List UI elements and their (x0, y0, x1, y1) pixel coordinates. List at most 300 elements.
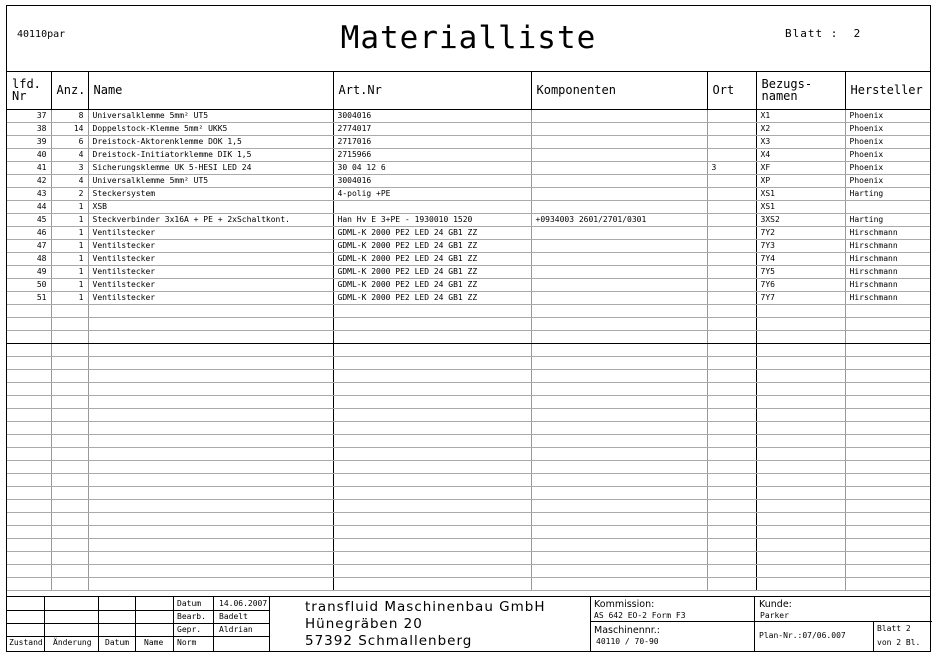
cell-anz: 6 (51, 136, 88, 149)
cell-art-nr (333, 552, 531, 565)
cell-bezugsnamen: XS1 (756, 201, 845, 214)
cell-anz: 1 (51, 240, 88, 253)
cell-komponenten (531, 201, 707, 214)
table-header-row (7, 71, 930, 110)
cell-komponenten (531, 162, 707, 175)
cell-komponenten (531, 253, 707, 266)
cell-bezugsnamen (756, 461, 845, 474)
cell-ort (707, 123, 756, 136)
table-row (7, 474, 930, 487)
table-row (7, 370, 930, 383)
cell-hersteller: Phoenix (845, 136, 930, 149)
cell-bezugsnamen (756, 331, 845, 344)
cell-lfd-nr (7, 422, 51, 435)
cell-anz: 4 (51, 149, 88, 162)
cell-anz: 1 (51, 279, 88, 292)
table-row (7, 318, 930, 331)
cell-art-nr: GDML-K 2000 PE2 LED 24 GB1 ZZ (333, 227, 531, 240)
cell-bezugsnamen: XF (756, 162, 845, 175)
cell-name: Ventilstecker (88, 227, 333, 240)
table-row (7, 136, 930, 149)
cell-lfd-nr: 40 (7, 149, 51, 162)
cell-anz: 2 (51, 188, 88, 201)
cell-art-nr (333, 539, 531, 552)
cell-bezugsnamen (756, 318, 845, 331)
cell-lfd-nr: 51 (7, 292, 51, 305)
cell-komponenten (531, 539, 707, 552)
cell-art-nr (333, 331, 531, 344)
cell-komponenten (531, 448, 707, 461)
cell-anz (51, 435, 88, 448)
cell-art-nr: 4-polig +PE (333, 188, 531, 201)
cell-name (88, 396, 333, 409)
table-row (7, 162, 930, 175)
col-header-bezugsnamen: Bezugs- namen (756, 71, 845, 110)
cell-hersteller: Phoenix (845, 110, 930, 123)
cell-ort (707, 500, 756, 513)
table-row (7, 305, 930, 318)
cell-anz (51, 552, 88, 565)
cell-art-nr (333, 526, 531, 539)
cell-name: Steckverbinder 3x16A + PE + 2xSchaltkont. (88, 214, 333, 227)
cell-lfd-nr (7, 500, 51, 513)
cell-ort (707, 513, 756, 526)
table-row (7, 383, 930, 396)
cell-lfd-nr (7, 513, 51, 526)
cell-bezugsnamen (756, 565, 845, 578)
cell-art-nr: 2774017 (333, 123, 531, 136)
cell-komponenten (531, 240, 707, 253)
cell-komponenten (531, 409, 707, 422)
cell-hersteller: Harting (845, 214, 930, 227)
cell-komponenten (531, 422, 707, 435)
cell-name (88, 526, 333, 539)
cell-ort (707, 474, 756, 487)
cell-name: Sicherungsklemme UK 5-HESI LED 24 (88, 162, 333, 175)
cell-lfd-nr: 39 (7, 136, 51, 149)
table-row (7, 552, 930, 565)
cell-art-nr (333, 487, 531, 500)
cell-lfd-nr (7, 370, 51, 383)
datum-value: 14.06.2007 (219, 599, 268, 608)
cell-lfd-nr: 41 (7, 162, 51, 175)
col-header-anz: Anz. (51, 71, 88, 110)
cell-ort (707, 396, 756, 409)
cell-komponenten (531, 136, 707, 149)
cell-lfd-nr (7, 487, 51, 500)
table-row (7, 214, 930, 227)
cell-name: Dreistock-Aktorenklemme DOK 1,5 (88, 136, 333, 149)
cell-ort (707, 188, 756, 201)
cell-art-nr (333, 201, 531, 214)
cell-name: Universalklemme 5mm² UT5 (88, 175, 333, 188)
datum-label: Datum (177, 599, 202, 608)
table-row (7, 500, 930, 513)
cell-bezugsnamen (756, 422, 845, 435)
cell-lfd-nr (7, 409, 51, 422)
cell-komponenten (531, 227, 707, 240)
cell-lfd-nr: 38 (7, 123, 51, 136)
cell-lfd-nr (7, 357, 51, 370)
cell-bezugsnamen: X4 (756, 149, 845, 162)
cell-ort (707, 552, 756, 565)
cell-bezugsnamen (756, 552, 845, 565)
col-header-name: Name (88, 71, 333, 110)
document-id: 40110par (17, 29, 66, 40)
cell-name (88, 331, 333, 344)
cell-name (88, 565, 333, 578)
cell-anz (51, 344, 88, 357)
cell-anz (51, 474, 88, 487)
cell-ort (707, 214, 756, 227)
cell-anz: 1 (51, 253, 88, 266)
cell-hersteller (845, 448, 930, 461)
cell-bezugsnamen (756, 526, 845, 539)
table-row (7, 409, 930, 422)
cell-anz (51, 578, 88, 591)
gepr-label: Gepr. (177, 625, 202, 634)
table-row (7, 344, 930, 357)
cell-art-nr: 3004016 (333, 175, 531, 188)
cell-name (88, 461, 333, 474)
cell-bezugsnamen: X2 (756, 123, 845, 136)
company-city: 57392 Schmallenberg (305, 633, 473, 649)
cell-hersteller: Harting (845, 188, 930, 201)
material-table (7, 71, 930, 591)
maschinennr-label: Maschinennr.: (594, 625, 661, 636)
cell-art-nr: 3004016 (333, 110, 531, 123)
cell-komponenten (531, 123, 707, 136)
table-row (7, 422, 930, 435)
col-header-ort: Ort (707, 71, 756, 110)
cell-komponenten (531, 552, 707, 565)
cell-lfd-nr (7, 526, 51, 539)
cell-komponenten (531, 175, 707, 188)
cell-name (88, 487, 333, 500)
cell-art-nr (333, 565, 531, 578)
cell-hersteller (845, 461, 930, 474)
cell-lfd-nr: 48 (7, 253, 51, 266)
table-row (7, 331, 930, 344)
cell-art-nr (333, 305, 531, 318)
cell-bezugsnamen (756, 344, 845, 357)
cell-hersteller: Phoenix (845, 162, 930, 175)
cell-name: Steckersystem (88, 188, 333, 201)
cell-komponenten (531, 331, 707, 344)
cell-komponenten (531, 149, 707, 162)
cell-hersteller (845, 422, 930, 435)
cell-art-nr (333, 370, 531, 383)
cell-ort (707, 227, 756, 240)
cell-art-nr (333, 474, 531, 487)
cell-name (88, 370, 333, 383)
cell-ort: 3 (707, 162, 756, 175)
cell-anz (51, 331, 88, 344)
cell-hersteller (845, 201, 930, 214)
cell-name: Universalklemme 5mm² UT5 (88, 110, 333, 123)
cell-hersteller: Hirschmann (845, 227, 930, 240)
cell-hersteller: Hirschmann (845, 240, 930, 253)
cell-name (88, 500, 333, 513)
cell-anz (51, 500, 88, 513)
cell-hersteller: Phoenix (845, 149, 930, 162)
cell-bezugsnamen (756, 383, 845, 396)
cell-name (88, 513, 333, 526)
cell-bezugsnamen: X3 (756, 136, 845, 149)
rev-header-zustand: Zustand (9, 638, 43, 647)
cell-bezugsnamen (756, 513, 845, 526)
cell-ort (707, 266, 756, 279)
cell-name: Doppelstock-Klemme 5mm² UKK5 (88, 123, 333, 136)
cell-hersteller (845, 409, 930, 422)
table-row (7, 487, 930, 500)
cell-name (88, 357, 333, 370)
col-header-art-nr: Art.Nr (333, 71, 531, 110)
table-body (7, 110, 930, 591)
bearb-label: Bearb. (177, 612, 206, 621)
sheet-label: Blatt : (785, 27, 839, 40)
cell-bezugsnamen (756, 500, 845, 513)
cell-anz (51, 396, 88, 409)
col-header-lfd-nr: lfd. Nr (7, 71, 51, 110)
cell-anz (51, 526, 88, 539)
cell-lfd-nr: 46 (7, 227, 51, 240)
cell-komponenten (531, 188, 707, 201)
cell-anz: 14 (51, 123, 88, 136)
cell-bezugsnamen: 7Y2 (756, 227, 845, 240)
cell-name (88, 448, 333, 461)
cell-bezugsnamen (756, 448, 845, 461)
cell-bezugsnamen: 7Y3 (756, 240, 845, 253)
cell-lfd-nr (7, 305, 51, 318)
cell-art-nr (333, 344, 531, 357)
cell-art-nr: GDML-K 2000 PE2 LED 24 GB1 ZZ (333, 266, 531, 279)
cell-bezugsnamen (756, 370, 845, 383)
cell-anz (51, 487, 88, 500)
cell-ort (707, 461, 756, 474)
cell-hersteller (845, 383, 930, 396)
cell-hersteller (845, 487, 930, 500)
cell-hersteller: Phoenix (845, 123, 930, 136)
cell-ort (707, 253, 756, 266)
cell-lfd-nr (7, 578, 51, 591)
table-row (7, 201, 930, 214)
cell-name: Dreistock-Initiatorklemme DIK 1,5 (88, 149, 333, 162)
cell-art-nr (333, 318, 531, 331)
kunde-value: Parker (760, 611, 789, 620)
cell-ort (707, 422, 756, 435)
cell-anz: 1 (51, 201, 88, 214)
cell-ort (707, 487, 756, 500)
table-row (7, 227, 930, 240)
cell-bezugsnamen: XS1 (756, 188, 845, 201)
rev-header-name: Name (144, 638, 164, 647)
norm-label: Norm (177, 638, 197, 647)
cell-bezugsnamen: 7Y7 (756, 292, 845, 305)
cell-hersteller (845, 500, 930, 513)
cell-komponenten (531, 266, 707, 279)
cell-art-nr (333, 409, 531, 422)
cell-komponenten (531, 370, 707, 383)
cell-art-nr: GDML-K 2000 PE2 LED 24 GB1 ZZ (333, 240, 531, 253)
cell-lfd-nr (7, 448, 51, 461)
cell-ort (707, 578, 756, 591)
table-row (7, 513, 930, 526)
cell-lfd-nr: 43 (7, 188, 51, 201)
cell-art-nr (333, 357, 531, 370)
cell-anz (51, 357, 88, 370)
cell-hersteller (845, 305, 930, 318)
cell-komponenten (531, 396, 707, 409)
cell-komponenten (531, 578, 707, 591)
kommission-label: Kommission: (594, 599, 655, 610)
cell-bezugsnamen: 7Y6 (756, 279, 845, 292)
cell-lfd-nr: 42 (7, 175, 51, 188)
cell-anz: 1 (51, 227, 88, 240)
cell-bezugsnamen (756, 474, 845, 487)
table-row (7, 461, 930, 474)
table-row (7, 253, 930, 266)
cell-lfd-nr: 44 (7, 201, 51, 214)
cell-ort (707, 318, 756, 331)
cell-lfd-nr (7, 383, 51, 396)
cell-hersteller (845, 357, 930, 370)
table-row (7, 175, 930, 188)
cell-komponenten (531, 279, 707, 292)
cell-komponenten (531, 526, 707, 539)
table-row (7, 266, 930, 279)
cell-name (88, 318, 333, 331)
cell-bezugsnamen: 7Y5 (756, 266, 845, 279)
cell-lfd-nr (7, 435, 51, 448)
company-name: transfluid Maschinenbau GmbH (305, 599, 546, 615)
cell-name: Ventilstecker (88, 253, 333, 266)
cell-ort (707, 240, 756, 253)
cell-hersteller (845, 474, 930, 487)
cell-hersteller (845, 370, 930, 383)
cell-name (88, 474, 333, 487)
maschinennr-value: 40110 / 70-90 (596, 637, 659, 646)
rev-header-datum: Datum (105, 638, 130, 647)
table-row (7, 292, 930, 305)
cell-ort (707, 409, 756, 422)
cell-anz (51, 383, 88, 396)
cell-anz (51, 461, 88, 474)
cell-hersteller: Phoenix (845, 175, 930, 188)
cell-bezugsnamen: 7Y4 (756, 253, 845, 266)
cell-ort (707, 279, 756, 292)
table-row (7, 448, 930, 461)
cell-hersteller: Hirschmann (845, 253, 930, 266)
cell-anz (51, 422, 88, 435)
blatt-number: Blatt 2 (877, 624, 911, 633)
cell-komponenten (531, 565, 707, 578)
cell-hersteller (845, 552, 930, 565)
cell-hersteller: Hirschmann (845, 292, 930, 305)
cell-ort (707, 136, 756, 149)
cell-lfd-nr (7, 396, 51, 409)
cell-bezugsnamen: X1 (756, 110, 845, 123)
cell-ort (707, 435, 756, 448)
cell-anz: 3 (51, 162, 88, 175)
cell-ort (707, 149, 756, 162)
table-row (7, 565, 930, 578)
cell-ort (707, 201, 756, 214)
cell-anz (51, 409, 88, 422)
cell-lfd-nr (7, 318, 51, 331)
cell-art-nr (333, 383, 531, 396)
cell-lfd-nr: 49 (7, 266, 51, 279)
cell-anz (51, 318, 88, 331)
cell-lfd-nr: 50 (7, 279, 51, 292)
cell-anz (51, 448, 88, 461)
cell-lfd-nr: 45 (7, 214, 51, 227)
cell-hersteller (845, 565, 930, 578)
cell-hersteller (845, 318, 930, 331)
table-row (7, 110, 930, 123)
cell-hersteller (845, 578, 930, 591)
cell-anz: 1 (51, 266, 88, 279)
blatt-total: von 2 Bl. (877, 638, 921, 647)
cell-art-nr: Han Hv E 3+PE - 1930010 1520 (333, 214, 531, 227)
cell-name (88, 409, 333, 422)
table-row (7, 123, 930, 136)
cell-art-nr: GDML-K 2000 PE2 LED 24 GB1 ZZ (333, 292, 531, 305)
cell-bezugsnamen (756, 435, 845, 448)
cell-art-nr (333, 578, 531, 591)
cell-ort (707, 344, 756, 357)
table-row (7, 188, 930, 201)
cell-name (88, 435, 333, 448)
cell-hersteller (845, 435, 930, 448)
cell-name (88, 539, 333, 552)
cell-name: Ventilstecker (88, 279, 333, 292)
cell-komponenten (531, 435, 707, 448)
cell-name (88, 383, 333, 396)
col-header-hersteller: Hersteller (845, 71, 930, 110)
drawing-sheet (6, 5, 931, 652)
cell-hersteller (845, 513, 930, 526)
cell-art-nr: GDML-K 2000 PE2 LED 24 GB1 ZZ (333, 279, 531, 292)
cell-name: Ventilstecker (88, 292, 333, 305)
gepr-value: Aldrian (219, 625, 253, 634)
cell-anz: 1 (51, 214, 88, 227)
cell-komponenten (531, 474, 707, 487)
cell-bezugsnamen (756, 539, 845, 552)
cell-bezugsnamen (756, 487, 845, 500)
table-row (7, 279, 930, 292)
cell-ort (707, 110, 756, 123)
cell-anz (51, 513, 88, 526)
cell-anz (51, 370, 88, 383)
cell-lfd-nr (7, 539, 51, 552)
cell-ort (707, 357, 756, 370)
cell-name: Ventilstecker (88, 240, 333, 253)
cell-ort (707, 292, 756, 305)
cell-anz (51, 305, 88, 318)
cell-ort (707, 565, 756, 578)
cell-bezugsnamen (756, 305, 845, 318)
cell-hersteller: Hirschmann (845, 279, 930, 292)
kunde-label: Kunde: (759, 599, 792, 610)
cell-hersteller (845, 539, 930, 552)
table-row (7, 396, 930, 409)
plan-number: Plan-Nr.:07/06.007 (759, 631, 846, 640)
cell-name: XSB (88, 201, 333, 214)
company-street: Hünegräben 20 (305, 616, 423, 632)
cell-art-nr (333, 435, 531, 448)
cell-lfd-nr (7, 474, 51, 487)
